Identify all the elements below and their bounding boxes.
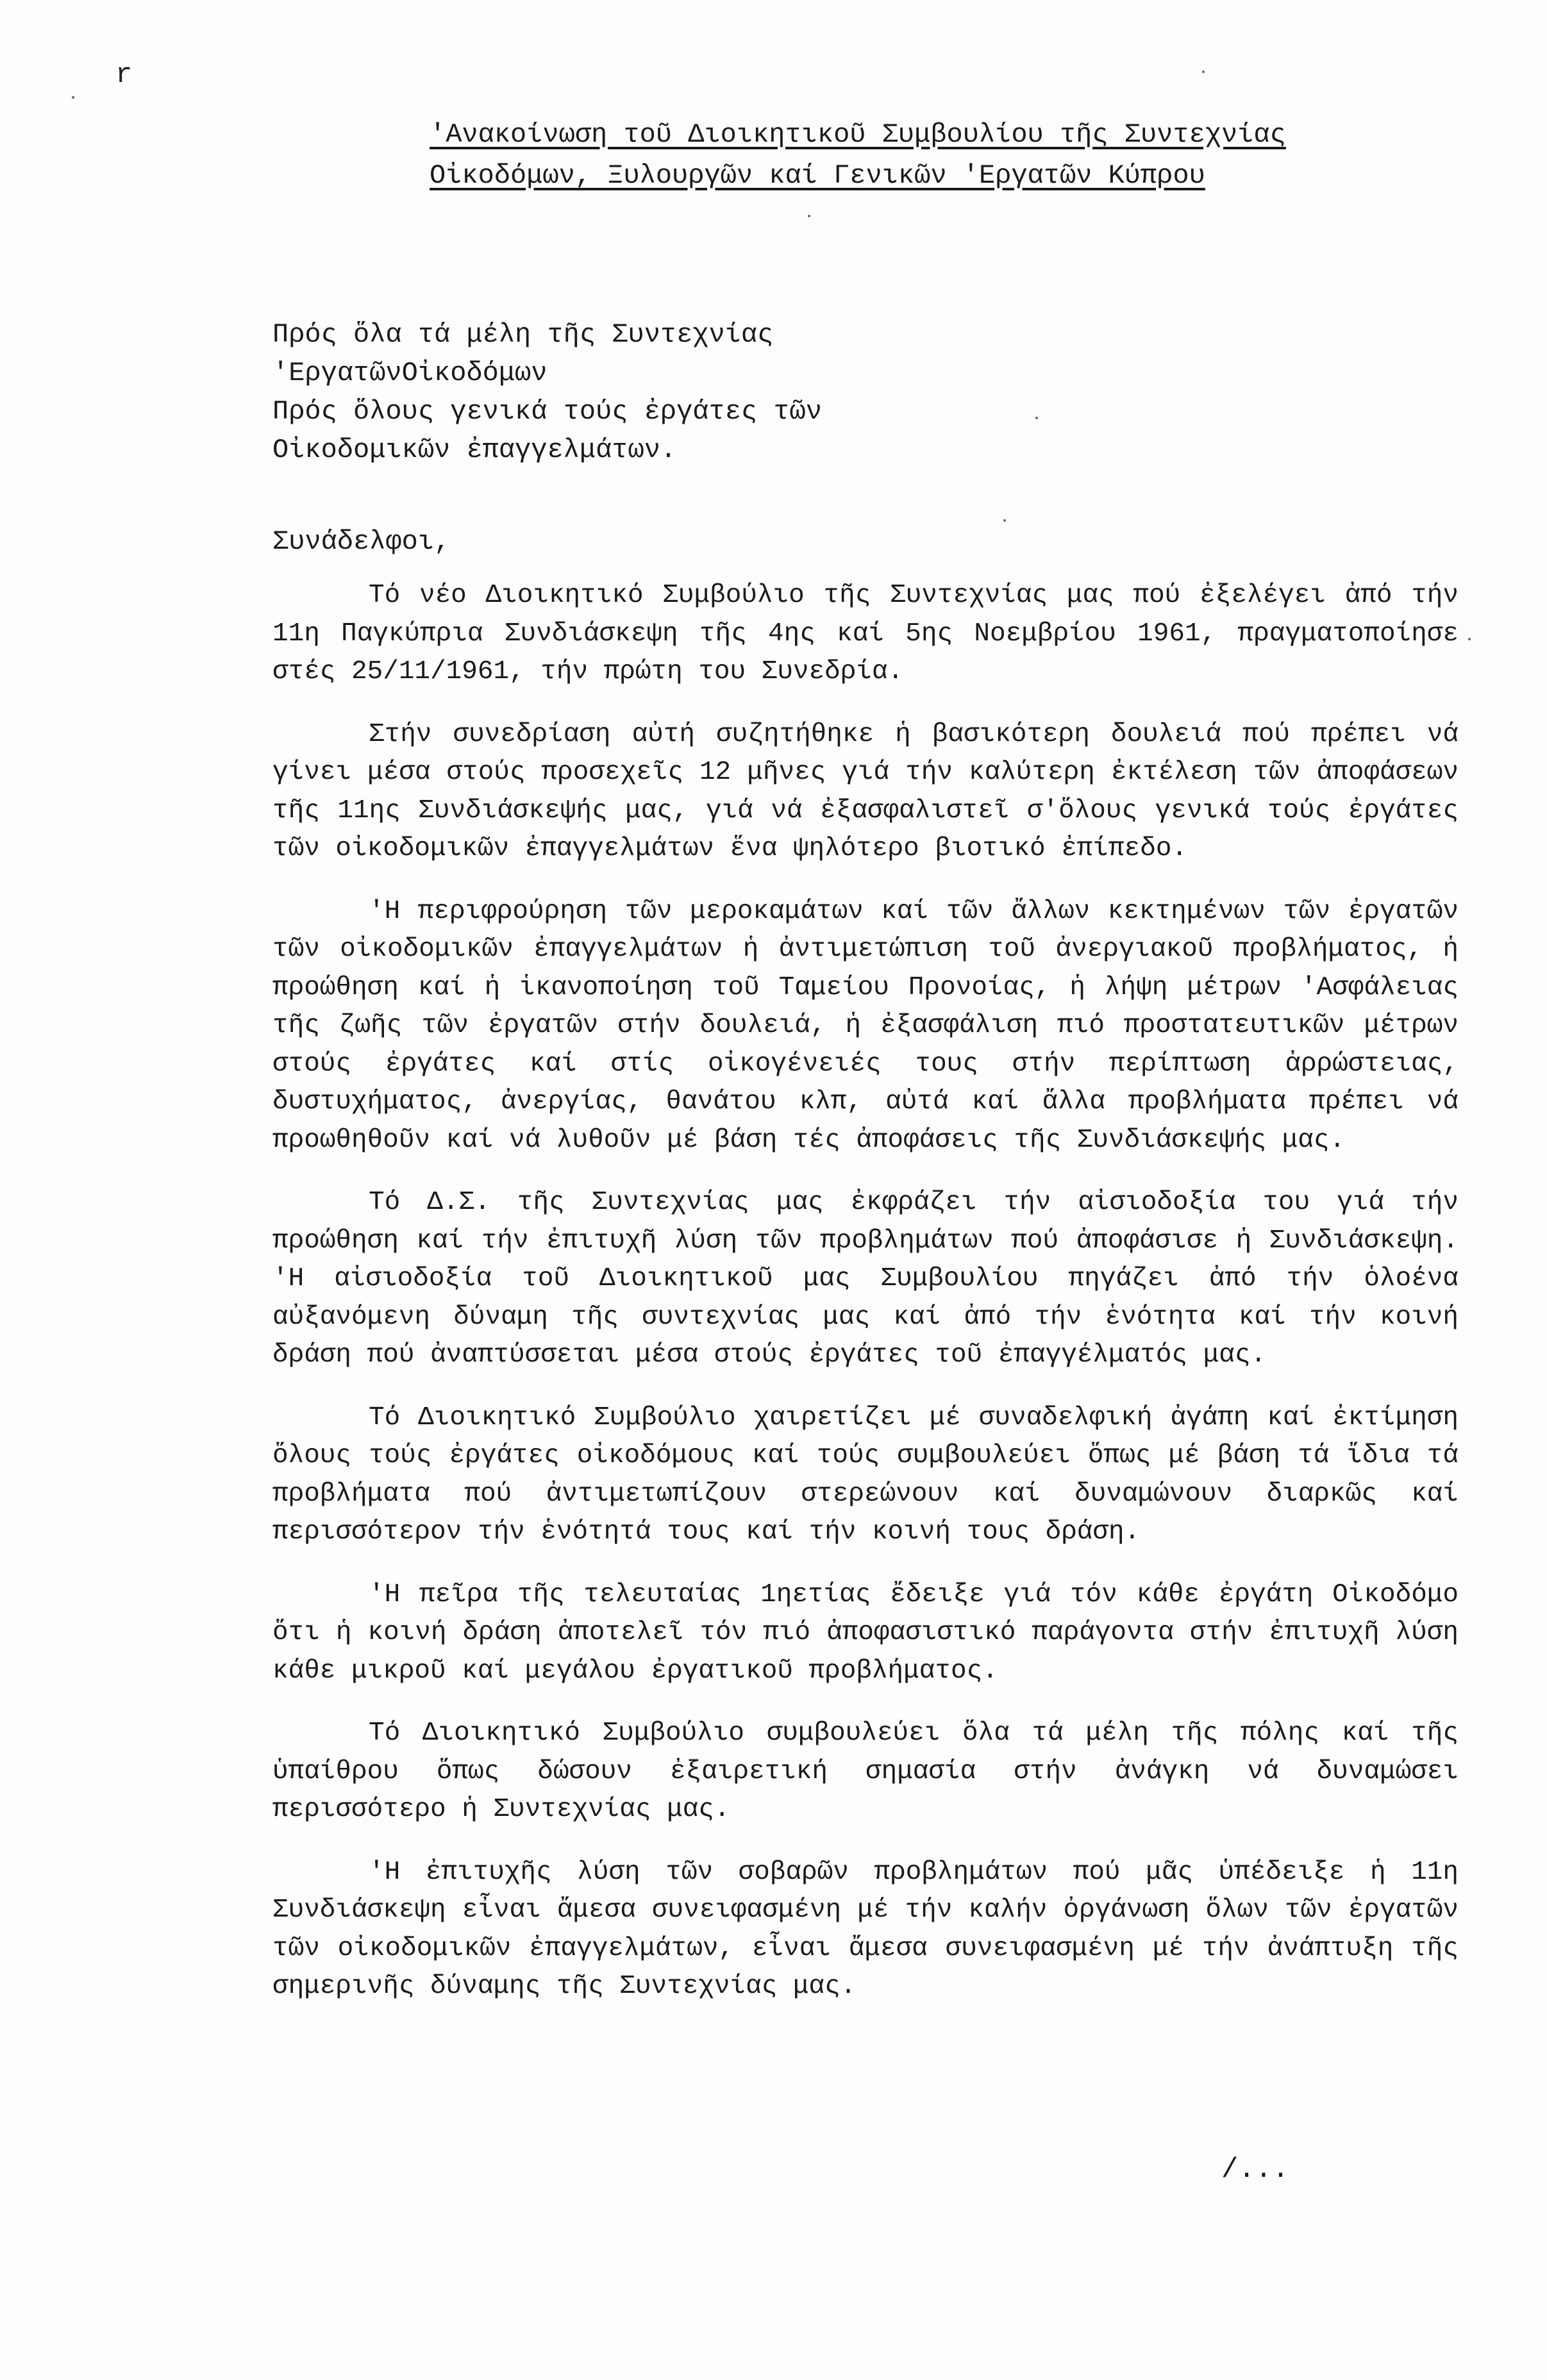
title-line: 'Ανακοίνωση τοῦ Διοικητικοῦ Συμβουλίου τῆς Συντεχνίας (430, 119, 1286, 150)
recipient-line: 'ΕργατῶνΟἰκοδόμων (272, 358, 548, 388)
recipient-line: Πρός ὅλα τά μέλη τῆς Συντεχνίας (272, 319, 774, 350)
recipients-block (272, 315, 822, 469)
corner-mark: r (115, 59, 133, 91)
body-paragraph: Τό Δ.Σ. τῆς Συντεχνίας μας ἐκφράζει τήν αἰσιοδοξία του γιά τήν προώθηση καί τήν ἐπιτυχῆ λύση τῶν προβλημάτων πού ἀποφάσισε ἡ Συνδιάσκεψη. 'Η αἰσιοδοξία τοῦ Διοικητικοῦ μας Συμβουλίου πηγάζει ἀπό τήν ὁλοένα αὐξανόμενη δύναμη τῆς συντεχνίας μας καί ἀπό τήν ἑνότητα καί τήν κοινή δράση πού ἀναπτύσσεται μέσα στούς ἐργάτες τοῦ ἐπαγγέλματός μας. (272, 1188, 1459, 1370)
body-paragraph: 'Η περιφρούρηση τῶν μεροκαμάτων καί τῶν ἄλλων κεκτημένων τῶν ἐργατῶν τῶν οἰκοδομικῶν ἐπαγγελμάτων ἡ ἀντιμετώπιση τοῦ ἀνεργιακοῦ προβλήματος, ἡ προώθηση καί ἡ ἱκανοποίηση τοῦ Ταμείου Προνοίας, ἡ λήψη μέτρων 'Ασφάλειας τῆς ζωῆς τῶν ἐργατῶν στήν δουλειά, ἡ ἐξασφάλιση πιό προστατευτικῶν μέτρων στούς ἐργάτες καί στίς οἰκογένειές τους στήν περίπτωση ἀρρώστειας, δυστυχήματος, ἀνεργίας, θανάτου κλπ, αὐτά καί ἄλλα προβλήματα πρέπει νά προωθηθοῦν καί νά λυθοῦν μέ βάση τές ἀποφάσεις τῆς Συνδιάσκεψής μας. (272, 896, 1459, 1155)
scan-speck (1202, 71, 1205, 73)
salutation: Συνάδελφοι, (272, 526, 451, 557)
continuation-mark: /... (1221, 2154, 1289, 2186)
body-paragraph: Τό Διοικητικό Συμβούλιο χαιρετίζει μέ συναδελφική ἀγάπη καί ἐκτίμηση ὅλους τούς ἐργάτες οἰκοδόμους καί τούς συμβουλεύει ὅπως μέ βάση τά ἴδια τά προβλήματα πού ἀντιμετωπίζουν στερεώνουν καί δυναμώνουν διαρκῶς καί περισσότερον τήν ἑνότητά τους καί τήν κοινή τους δράση. (272, 1402, 1459, 1547)
body-paragraph: Τό Διοικητικό Συμβούλιο συμβουλεύει ὅλα τά μέλη τῆς πόλης καί τῆς ὑπαίθρου ὅπως δώσουν ἐξαιρετική σημασία στήν ἀνάγκη νά δυναμώσει περισσότερο ἡ Συντεχνίας μας. (272, 1718, 1459, 1824)
recipient-line: Πρός ὅλους γενικά τούς ἐργάτες τῶν (272, 396, 822, 427)
body-paragraph: Στήν συνεδρίαση αὐτή συζητήθηκε ἡ βασικότερη δουλειά πού πρέπει νά γίνει μέσα στούς προσεχεῖς 12 μῆνες γιά τήν καλύτερη ἐκτέλεση τῶν ἀποφάσεων τῆς 11ης Συνδιάσκεψής μας, γιά νά ἐξασφαλιστεῖ σ'ὅλους γενικά τούς ἐργάτες τῶν οἰκοδομικῶν ἐπαγγελμάτων ἕνα ψηλότερο βιοτικό ἐπίπεδο. (272, 719, 1459, 863)
scan-speck (808, 215, 810, 217)
scan-speck (1035, 417, 1038, 419)
announcement-title (430, 114, 1391, 196)
scan-speck (1468, 638, 1471, 640)
title-line: Οἰκοδόμων, Ξυλουργῶν καί Γενικῶν 'Εργατῶν Κύπρου (430, 160, 1205, 191)
recipient-line: Οἰκοδομικῶν ἐπαγγελμάτων. (272, 435, 677, 465)
body-paragraph: Τό νέο Διοικητικό Συμβούλιο τῆς Συντεχνίας μας πού ἐξελέγει ἀπό τήν 11η Παγκύπρια Συνδιάσκεψη τῆς 4ης καί 5ης Νοεμβρίου 1961, πραγματοποίησε στές 25/11/1961, τήν πρώτη του Συνεδρία. (272, 581, 1459, 687)
body-paragraph: 'Η ἐπιτυχῆς λύση τῶν σοβαρῶν προβλημάτων πού μᾶς ὑπέδειξε ἡ 11η Συνδιάσκεψη εἶναι ἄμεσα συνειφασμένη μέ τήν καλήν ὀργάνωση ὅλων τῶν ἐργατῶν τῶν οἰκοδομικῶν ἐπαγγελμάτων, εἶναι ἄμεσα συνειφασμένη μέ τήν ἀνάπτυξη τῆς σημερινῆς δύναμης τῆς Συντεχνίας μας. (272, 1857, 1459, 2001)
scan-speck (1003, 519, 1006, 522)
body-paragraph: 'Η πεῖρα τῆς τελευταίας 1ηετίας ἔδειξε γιά τόν κάθε ἐργάτη Οἰκοδόμο ὅτι ἡ κοινή δράση ἀποτελεῖ τόν πιό ἀποφασιστικό παράγοντα στήν ἐπιτυχῆ λύση κάθε μικροῦ καί μεγάλου ἐργατικοῦ προβλήματος. (272, 1579, 1459, 1686)
letter-body (272, 577, 1459, 2031)
scan-speck (72, 96, 74, 99)
